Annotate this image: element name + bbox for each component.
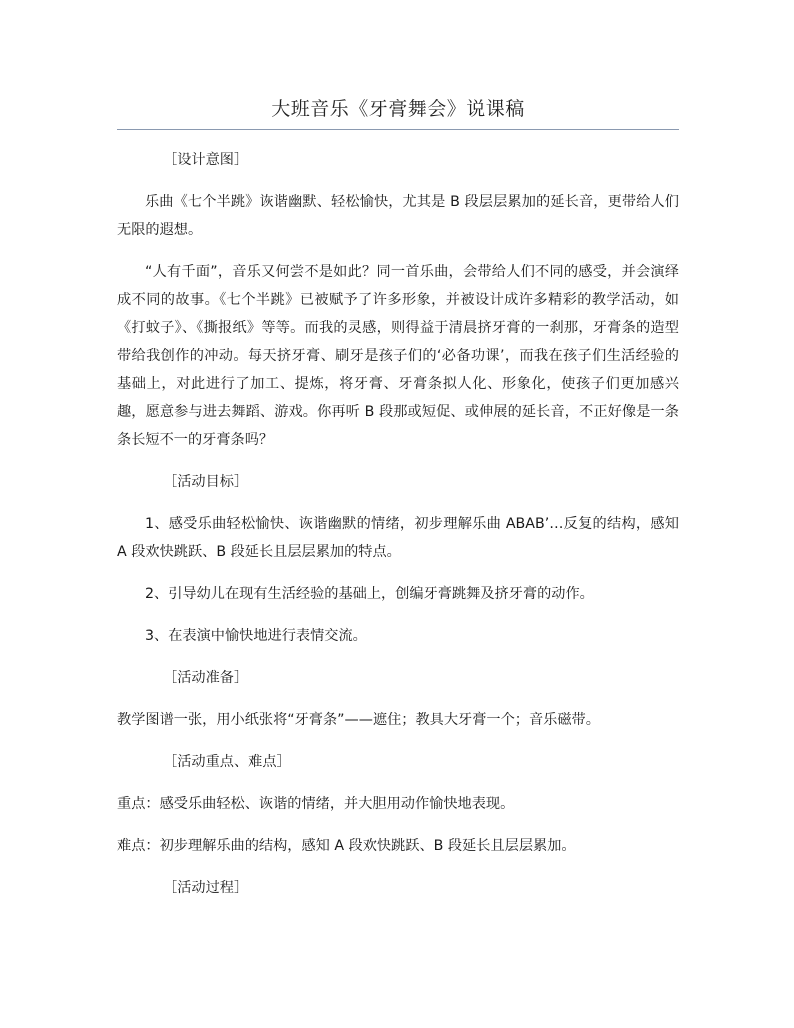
document-body <box>117 146 679 902</box>
key-point-text: 重点：感受乐曲轻松、诙谐的情绪，并大胆用动作愉快地表现。 <box>117 796 515 812</box>
title-divider <box>117 129 679 130</box>
section-heading-preparation: ［活动准备］ <box>163 670 249 686</box>
section-heading-process: ［活动过程］ <box>163 880 249 896</box>
document-title: 大班音乐《牙膏舞会》说课稿 <box>271 98 525 120</box>
section-heading-goals: ［活动目标］ <box>163 474 249 490</box>
paragraph-design-2: “人有千面”，音乐又何尝不是如此？同一首乐曲，会带给人们不同的感受，并会演绎成不同的故事。《七个半跳》已被赋予了许多形象，并被设计成许多精彩的教学活动，如《打蚊子》、《撕报纸》等等。而我的灵感，则得益于清晨挤牙膏的一刹那，牙膏条的造型带给我创作的冲动。每天挤牙膏、刷牙是孩子们的‘必备功课’，而我在孩子们生活经验的基础上，对此进行了加工、提炼，将牙膏、牙膏条拟人化、形象化，使孩子们更加感兴趣，愿意参与进去舞蹈、游戏。你再听 B 段那或短促、或伸展的延长音，不正好像是一条条长短不一的牙膏条吗？ <box>117 264 679 448</box>
goal-item-1: 1、感受乐曲轻松愉快、诙谐幽默的情绪，初步理解乐曲 ABAB’…反复的结构，感知 A 段欢快跳跃、B 段延长且层层累加的特点。 <box>117 516 679 560</box>
section-heading-key-points: ［活动重点、难点］ <box>163 754 291 770</box>
goal-item-2: 2、引导幼儿在现有生活经验的基础上，创编牙膏跳舞及挤牙膏的动作。 <box>145 586 594 602</box>
paragraph-design-1: 乐曲《七个半跳》诙谐幽默、轻松愉快，尤其是 B 段层层累加的延长音，更带给人们无限的遐想。 <box>117 194 679 238</box>
preparation-text: 教学图谱一张，用小纸张将“牙膏条”——遮住；教具大牙膏一个；音乐磁带。 <box>117 712 600 728</box>
difficulty-text: 难点：初步理解乐曲的结构，感知 A 段欢快跳跃、B 段延长且层层累加。 <box>117 838 576 854</box>
goal-item-3: 3、在表演中愉快地进行表情交流。 <box>145 628 367 644</box>
section-heading-design: ［设计意图］ <box>163 152 249 168</box>
